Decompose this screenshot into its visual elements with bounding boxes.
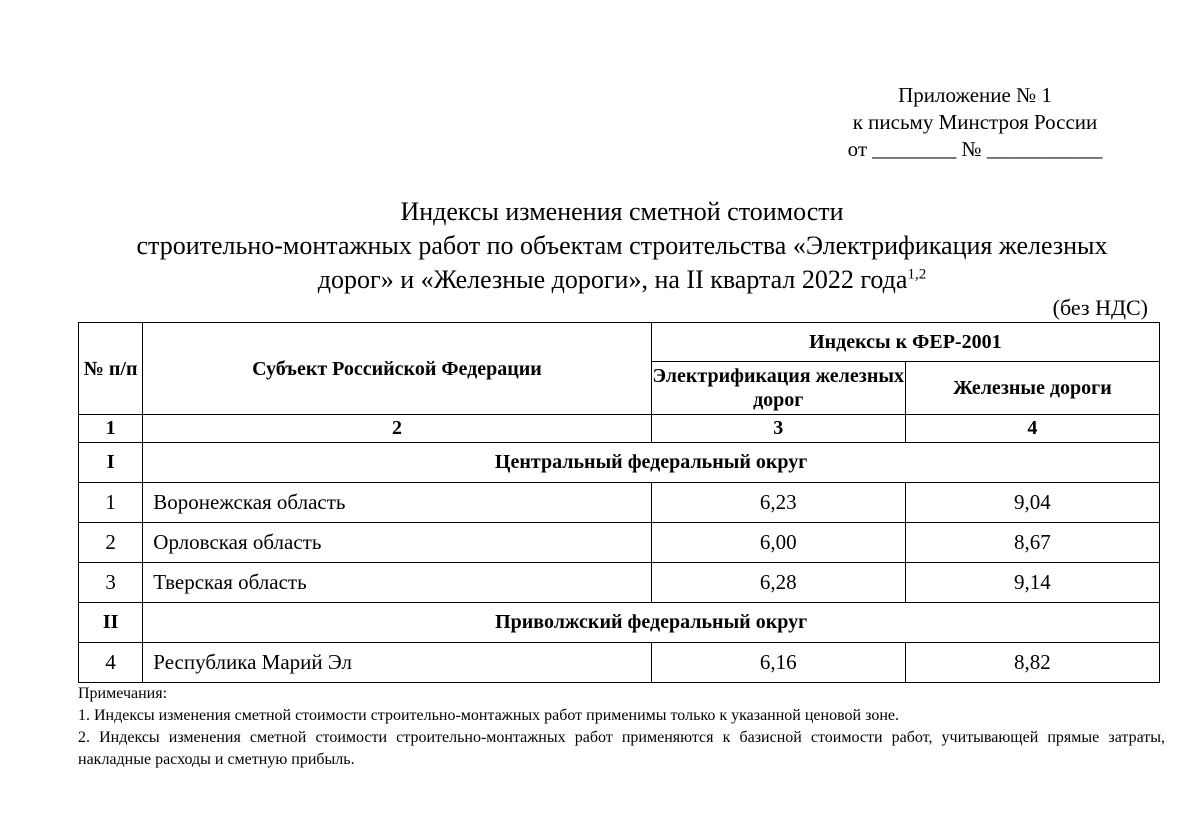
- district-name: Центральный федеральный округ: [143, 443, 1160, 483]
- header-subject: Субъект Российской Федерации: [143, 323, 651, 415]
- title-line-3-text: дорог» и «Железные дороги», на II квартал 2022 года: [317, 265, 908, 294]
- row-railways-index: 8,67: [905, 523, 1159, 563]
- row-subject: Орловская область: [143, 523, 651, 563]
- notes-heading: Примечания:: [78, 685, 168, 702]
- row-railways-index: 9,04: [905, 483, 1159, 523]
- appendix-line-2: к письму Минстроя России: [852, 110, 1098, 134]
- table-row: [79, 643, 1160, 683]
- district-roman: II: [79, 603, 143, 643]
- title-line-1: Индексы изменения сметной стоимости: [400, 197, 844, 226]
- row-subject: Республика Марий Эл: [143, 643, 651, 683]
- appendix-line-3: от ________ № ___________: [847, 137, 1103, 161]
- district-roman: I: [79, 443, 143, 483]
- row-subject: Воронежская область: [143, 483, 651, 523]
- header-electrification: Электрификация железных дорог: [651, 362, 905, 415]
- row-electrification-index: 6,00: [651, 523, 905, 563]
- column-numbers-row: [79, 415, 1160, 443]
- row-railways-index: 8,82: [905, 643, 1159, 683]
- unit-note: (без НДС): [1052, 295, 1148, 320]
- table-row: [79, 523, 1160, 563]
- column-number: 3: [651, 415, 905, 443]
- column-number: 1: [79, 415, 143, 443]
- note-item-1: 1. Индексы изменения сметной стоимости строительно-монтажных работ применимы только к указанной ценовой зоне.: [78, 707, 899, 724]
- row-railways-index: 9,14: [905, 563, 1159, 603]
- row-electrification-index: 6,28: [651, 563, 905, 603]
- row-num: 2: [79, 523, 143, 563]
- indices-table: [78, 322, 1160, 683]
- header-row-1: [79, 323, 1160, 362]
- document-title: [60, 195, 1184, 297]
- row-num: 4: [79, 643, 143, 683]
- table-row: [79, 483, 1160, 523]
- appendix-line-1: Приложение № 1: [898, 83, 1052, 107]
- column-number: 2: [143, 415, 651, 443]
- district-row: [79, 443, 1160, 483]
- header-num: № п/п: [79, 323, 143, 415]
- header-railways: Железные дороги: [905, 362, 1159, 415]
- district-row: [79, 603, 1160, 643]
- row-num: 3: [79, 563, 143, 603]
- district-name: Приволжский федеральный округ: [143, 603, 1160, 643]
- row-num: 1: [79, 483, 143, 523]
- row-electrification-index: 6,16: [651, 643, 905, 683]
- title-line-2: строительно-монтажных работ по объектам строительства «Электрификация железных: [136, 231, 1108, 260]
- appendix-block: [820, 82, 1130, 163]
- note-item-2: 2. Индексы изменения сметной стоимости строительно-монтажных работ применяются к базисной стоимости работ, учитывающей прямые затраты, накладные расходы и сметную прибыль.: [78, 729, 1165, 768]
- row-subject: Тверская область: [143, 563, 651, 603]
- row-electrification-index: 6,23: [651, 483, 905, 523]
- title-footnote-ref: 1,2: [907, 266, 927, 283]
- notes-block: [78, 683, 1165, 771]
- header-indices-group: Индексы к ФЕР-2001: [651, 323, 1159, 362]
- table-row: [79, 563, 1160, 603]
- column-number: 4: [905, 415, 1159, 443]
- title-line-3: [60, 263, 1184, 297]
